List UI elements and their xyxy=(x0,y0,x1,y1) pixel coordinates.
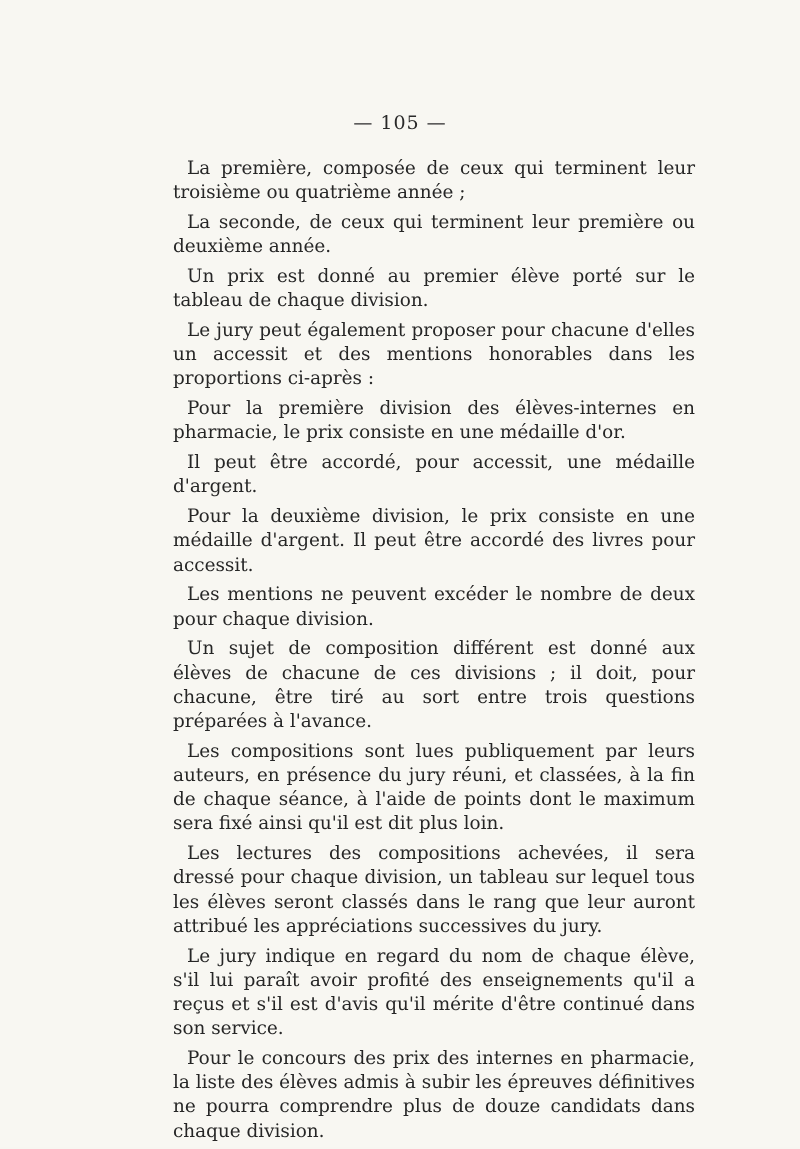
paragraph: Le jury indique en regard du nom de chaque élève, s'il lui paraît avoir profité des enseignements qu'il a reçus et s'il est d'avis qu'il mérite d'être continué dans son service. xyxy=(173,945,695,1040)
paragraph: La première, composée de ceux qui terminent leur troisième ou quatrième année ; xyxy=(173,158,695,204)
paragraph: Il peut être accordé, pour accessit, une médaille d'argent. xyxy=(173,452,695,498)
paragraph: Pour la deuxième division, le prix consiste en une médaille d'argent. Il peut être accordé des livres pour accessit. xyxy=(173,506,695,576)
body-text xyxy=(173,157,695,1149)
paragraph: Les compositions sont lues publiquement par leurs auteurs, en présence du jury réuni, et classées, à la fin de chaque séance, à l'aide de points dont le maximum sera fixé ainsi qu'il est dit plus loin. xyxy=(173,740,695,835)
paragraph: Pour la première division des élèves-internes en pharmacie, le prix consiste en une médaille d'or. xyxy=(173,398,695,444)
page-number: — 105 — xyxy=(353,112,447,134)
paragraph: La seconde, de ceux qui terminent leur première ou deuxième année. xyxy=(173,212,695,258)
paragraph: Les mentions ne peuvent excéder le nombre de deux pour chaque division. xyxy=(173,584,695,630)
paragraph: Les lectures des compositions achevées, il sera dressé pour chaque division, un tableau sur lequel tous les élèves seront classés dans le rang que leur auront attribué les appréciations successives du jury. xyxy=(173,843,695,937)
paragraph: Un prix est donné au premier élève porté sur le tableau de chaque division. xyxy=(173,266,695,312)
paragraph: Pour le concours des prix des internes en pharmacie, la liste des élèves admis à subir les épreuves définitives ne pourra comprendre plus de douze candidats dans chaque division. xyxy=(173,1048,695,1142)
paragraph: Le jury peut également proposer pour chacune d'elles un accessit et des mentions honorables dans les proportions ci-après : xyxy=(173,320,695,390)
paragraph: Un sujet de composition différent est donné aux élèves de chacune de ces divisions ; il doit, pour chacune, être tiré au sort entre trois questions préparées à l'avance. xyxy=(173,638,695,733)
